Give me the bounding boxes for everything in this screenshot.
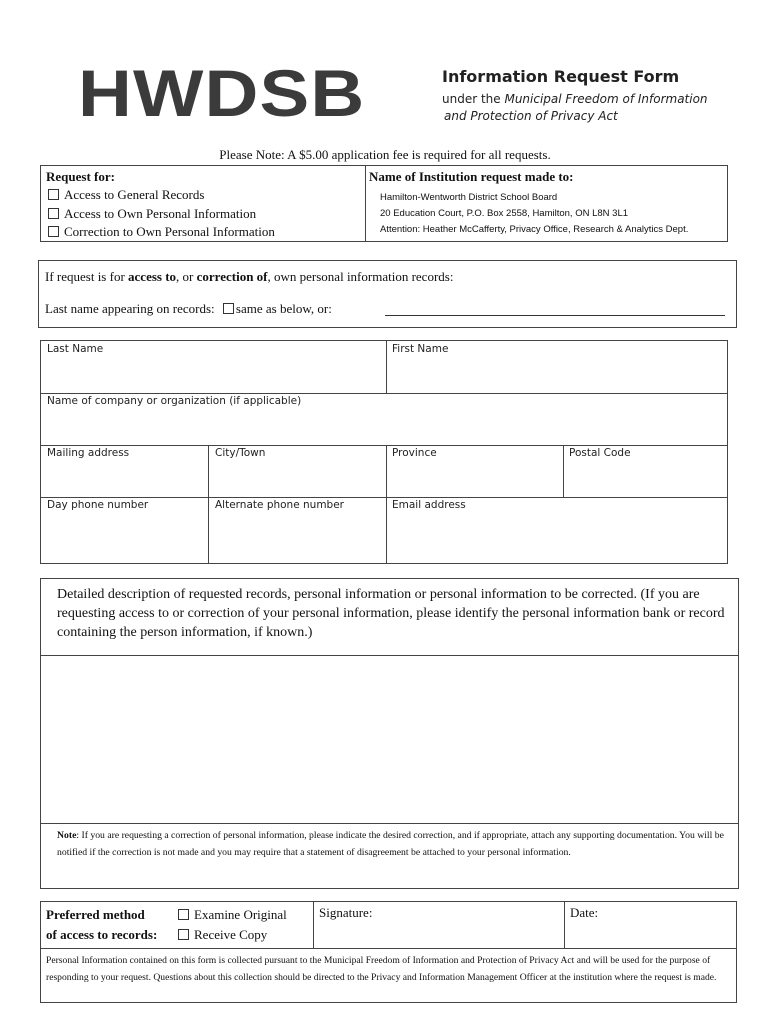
checkbox-general-records[interactable]: [48, 189, 59, 200]
subtitle-act-line1: Municipal Freedom of Information: [504, 92, 708, 106]
checkbox-receive-copy[interactable]: [178, 929, 189, 940]
mailing-address-field[interactable]: Mailing address: [47, 447, 130, 459]
correction-note: [57, 827, 729, 861]
hwdsb-logo: HWDSB: [78, 56, 366, 130]
personal-records-intro: [45, 269, 453, 285]
request-option-own[interactable]: [48, 206, 256, 222]
checkbox-same-as-below[interactable]: [223, 303, 234, 314]
contact-grid: [40, 340, 728, 564]
checkbox-examine-original[interactable]: [178, 909, 189, 920]
receive-copy-label: Receive Copy: [194, 927, 268, 942]
personal-records-box: [38, 260, 737, 328]
institution-heading: Name of Institution request made to:: [369, 169, 574, 184]
last-name-records-label: Last name appearing on records:: [45, 301, 215, 316]
option-label-own: Access to Own Personal Information: [64, 206, 257, 221]
form-subtitle: [442, 91, 708, 125]
form-title: Information Request Form: [442, 67, 680, 86]
access-method-heading: [46, 905, 157, 945]
request-for-box: [40, 165, 365, 242]
access-method-heading-line2: of access to records:: [46, 927, 158, 942]
province-field[interactable]: Province: [392, 447, 437, 459]
checkbox-correction[interactable]: [48, 226, 59, 237]
intro-bold-correction: correction of: [196, 269, 268, 284]
same-as-below-label: same as below, or:: [235, 301, 332, 316]
first-name-field[interactable]: First Name: [392, 343, 449, 355]
institution-box: [365, 165, 728, 242]
description-instructions: Detailed description of requested records, personal information or personal information to be corrected. (If you are requesting access to or correction of your personal information, please identify the personal information bank or record containing the person information, if known.): [57, 587, 725, 640]
privacy-collection-notice: Personal Information contained on this form is collected pursuant to the Municipal Freedom of Information and Protection of Privacy Act and will be used for the purpose of responding to your request. Questions about this collection should be directed to the Privacy and Information Management Officer at the institution where the request is made.: [46, 955, 717, 983]
company-field[interactable]: Name of company or organization (if applicable): [47, 395, 302, 407]
signature-field[interactable]: Signature:: [319, 905, 373, 920]
last-name-on-records: [45, 301, 332, 317]
description-box: [40, 578, 739, 889]
intro-mid: , or: [176, 269, 197, 284]
alt-phone-field[interactable]: Alternate phone number: [215, 499, 344, 511]
request-option-correction[interactable]: [48, 224, 275, 240]
day-phone-field[interactable]: Day phone number: [47, 499, 149, 511]
institution-address: 20 Education Court, P.O. Box 2558, Hamilton, ON L8N 3L1: [380, 208, 629, 219]
city-field[interactable]: City/Town: [215, 447, 266, 459]
access-method-options: [178, 905, 287, 945]
examine-original-label: Examine Original: [194, 907, 287, 922]
date-field[interactable]: Date:: [570, 905, 599, 920]
option-examine-original[interactable]: [178, 905, 287, 925]
footer-box: [40, 949, 737, 1003]
intro-bold-access: access to: [128, 269, 177, 284]
note-text: : If you are requesting a correction of personal information, please indicate the desired correction, and if appropriate, attach any supporting documentation. You will be notified if the correction is not made and you may require that a statement of disagreement be attached to your personal information.: [57, 830, 724, 858]
postal-code-field[interactable]: Postal Code: [569, 447, 631, 459]
checkbox-own-personal[interactable]: [48, 208, 59, 219]
option-receive-copy[interactable]: [178, 925, 287, 945]
institution-name: Hamilton-Wentworth District School Board: [380, 192, 558, 203]
subtitle-act-line2: and Protection of Privacy Act: [444, 109, 618, 123]
intro-pre: If request is for: [45, 269, 129, 284]
subtitle-prefix: under the: [442, 92, 505, 106]
description-textarea[interactable]: [41, 655, 738, 823]
institution-attention: Attention: Heather McCafferty, Privacy Office, Research & Analytics Dept.: [380, 224, 689, 235]
access-method-box: [40, 901, 737, 949]
last-name-records-line[interactable]: [385, 315, 725, 316]
access-method-heading-line1: Preferred method: [46, 907, 145, 922]
fee-note: Please Note: A $5.00 application fee is required for all requests.: [219, 147, 551, 162]
option-label-general: Access to General Records: [64, 187, 205, 202]
intro-post: , own personal information records:: [267, 269, 454, 284]
last-name-field[interactable]: Last Name: [47, 343, 104, 355]
request-for-heading: Request for:: [46, 169, 115, 184]
option-label-correction: Correction to Own Personal Information: [64, 224, 275, 239]
email-field[interactable]: Email address: [392, 499, 466, 511]
request-option-general[interactable]: [48, 187, 204, 203]
note-label: Note: [57, 830, 77, 841]
